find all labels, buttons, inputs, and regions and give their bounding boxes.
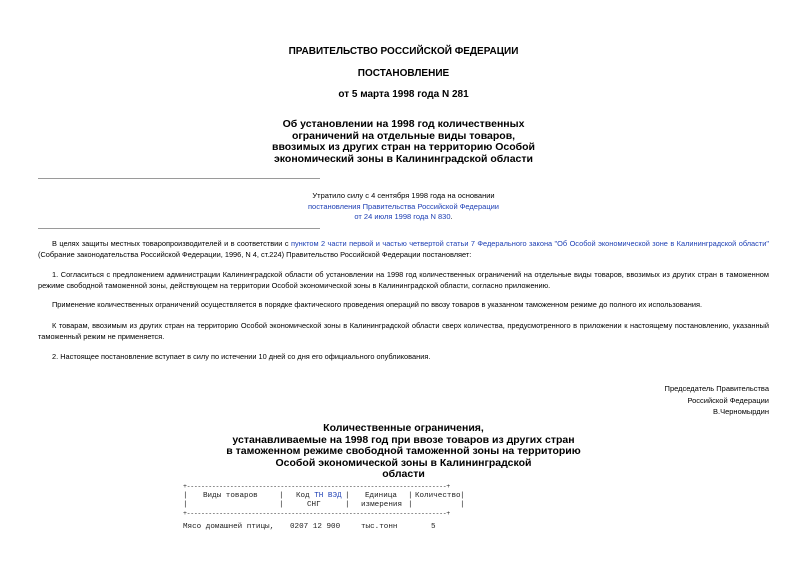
table-header: [183, 492, 473, 512]
body-paragraph: [38, 351, 769, 362]
row-code: 0207 12 900: [290, 523, 341, 531]
table-pipe: |: [460, 501, 465, 509]
table-pipe: |: [279, 492, 284, 500]
signature-organization: Российской Федерации: [687, 395, 769, 405]
table-border-top: +------------------------------------------------------------------------+: [183, 483, 450, 490]
repeal-decree-date-link[interactable]: от 24 июля 1998 года N 830: [354, 212, 451, 221]
appendix-title-line: в таможенном режиме свободной таможенной зоны на территорию: [226, 445, 581, 457]
table-border-bottom: +------------------------------------------------------------------------+: [183, 510, 450, 517]
title-line: ввозимых из других стран на территорию Особой: [272, 141, 535, 153]
document-type: ПОСТАНОВЛЕНИЕ: [357, 68, 450, 79]
title-line: ограничений на отдельные виды товаров,: [291, 129, 516, 142]
paragraph-text: Применение количественных ограничений осуществляется в порядке фактического проведения операций по ввозу товаров в указанном таможенном режиме до полного их использования.: [52, 300, 702, 309]
signature-block: [665, 383, 769, 418]
col-header-unit: Единица: [365, 492, 397, 500]
title-line: Об установлении на 1998 год количественных: [282, 118, 525, 130]
paragraph-text: 1. Согласиться с предложением администрации Калининградской области об установлении на 1998 год количественных ограничений на отдельные виды товаров, ввозимых из других стран в таможенном режиме свободной таможенной зоны, действующем на территории Особой экономической зоны в Калининградской области, согласно приложению.: [38, 270, 769, 290]
preamble-paragraph: [38, 238, 769, 260]
col-header-code-line2: СНГ: [307, 501, 321, 509]
appendix-title: [0, 423, 807, 481]
table-pipe: |: [460, 492, 465, 500]
body-paragraph: [38, 299, 769, 310]
col-header-code-prefix: Код: [296, 492, 315, 500]
row-goods-name: Мясо домашней птицы,: [183, 523, 275, 531]
paragraph-text: 2. Настоящее постановление вступает в силу по истечении 10 дней со дня его официального опубликования.: [52, 352, 431, 361]
table-pipe: |: [183, 492, 188, 500]
col-header-code: [296, 492, 342, 500]
status-note-line: Утратило силу с 4 сентября 1998 года на основании: [312, 191, 495, 200]
tn-ved-link[interactable]: ТН ВЭД: [314, 492, 342, 500]
col-header-unit-line2: измерения: [361, 501, 403, 509]
table-pipe: |: [408, 501, 413, 509]
appendix-title-line: Количественные ограничения,: [323, 422, 484, 434]
table-row: [183, 523, 473, 533]
signature-position: Председатель Правительства: [664, 384, 769, 393]
table-pipe: |: [345, 501, 350, 509]
body-paragraph: [38, 320, 769, 342]
appendix-title-line: области: [382, 468, 425, 480]
table-pipe: |: [279, 501, 284, 509]
status-note-suffix: .: [450, 212, 453, 221]
document-title: [0, 119, 807, 165]
paragraph-text: К товарам, ввозимым из других стран на территорию Особой экономической зоны в Калининградской области сверх количества, предусмотренного в приложении к настоящему постановлению, указанный таможенный режим не применяется.: [38, 321, 769, 341]
appendix-title-line: Особой экономической зоны в Калининградской: [275, 456, 532, 469]
preamble-text-end: (Собрание законодательства Российской Федерации, 1996, N 4, ст.224) Правительство Российской Федерации постановляет:: [38, 250, 472, 259]
row-quantity: 5: [431, 523, 436, 531]
divider-top: [38, 178, 320, 179]
divider-bottom: [38, 228, 320, 229]
federal-law-link[interactable]: пунктом 2 части первой и частью четвертой статьи 7 Федерального закона "Об Особой экономической зоне в Калининградской области": [290, 239, 769, 248]
col-header-goods: Виды товаров: [203, 492, 258, 500]
table-pipe: |: [183, 501, 188, 509]
repeal-decree-link[interactable]: постановления Правительства Российской Федерации: [307, 201, 499, 211]
table-pipe: |: [345, 492, 350, 500]
col-header-quantity: Количество: [415, 492, 461, 500]
appendix-title-line: устанавливаемые на 1998 год при ввозе товаров из других стран: [232, 433, 575, 446]
title-line: экономический зоны в Калининградской области: [274, 152, 533, 165]
status-note: [0, 191, 807, 223]
preamble-text: В целях защиты местных товаропроизводителей и в соответствии с: [52, 239, 291, 248]
government-name: ПРАВИТЕЛЬСТВО РОССИЙСКОЙ ФЕДЕРАЦИИ: [288, 46, 519, 57]
signature-name: В.Черномырдин: [713, 407, 769, 416]
row-unit: тыс.тонн: [361, 523, 398, 531]
table-pipe: |: [408, 492, 413, 500]
body-paragraph: [38, 269, 769, 291]
document-date-number: от 5 марта 1998 года N 281: [338, 89, 469, 100]
